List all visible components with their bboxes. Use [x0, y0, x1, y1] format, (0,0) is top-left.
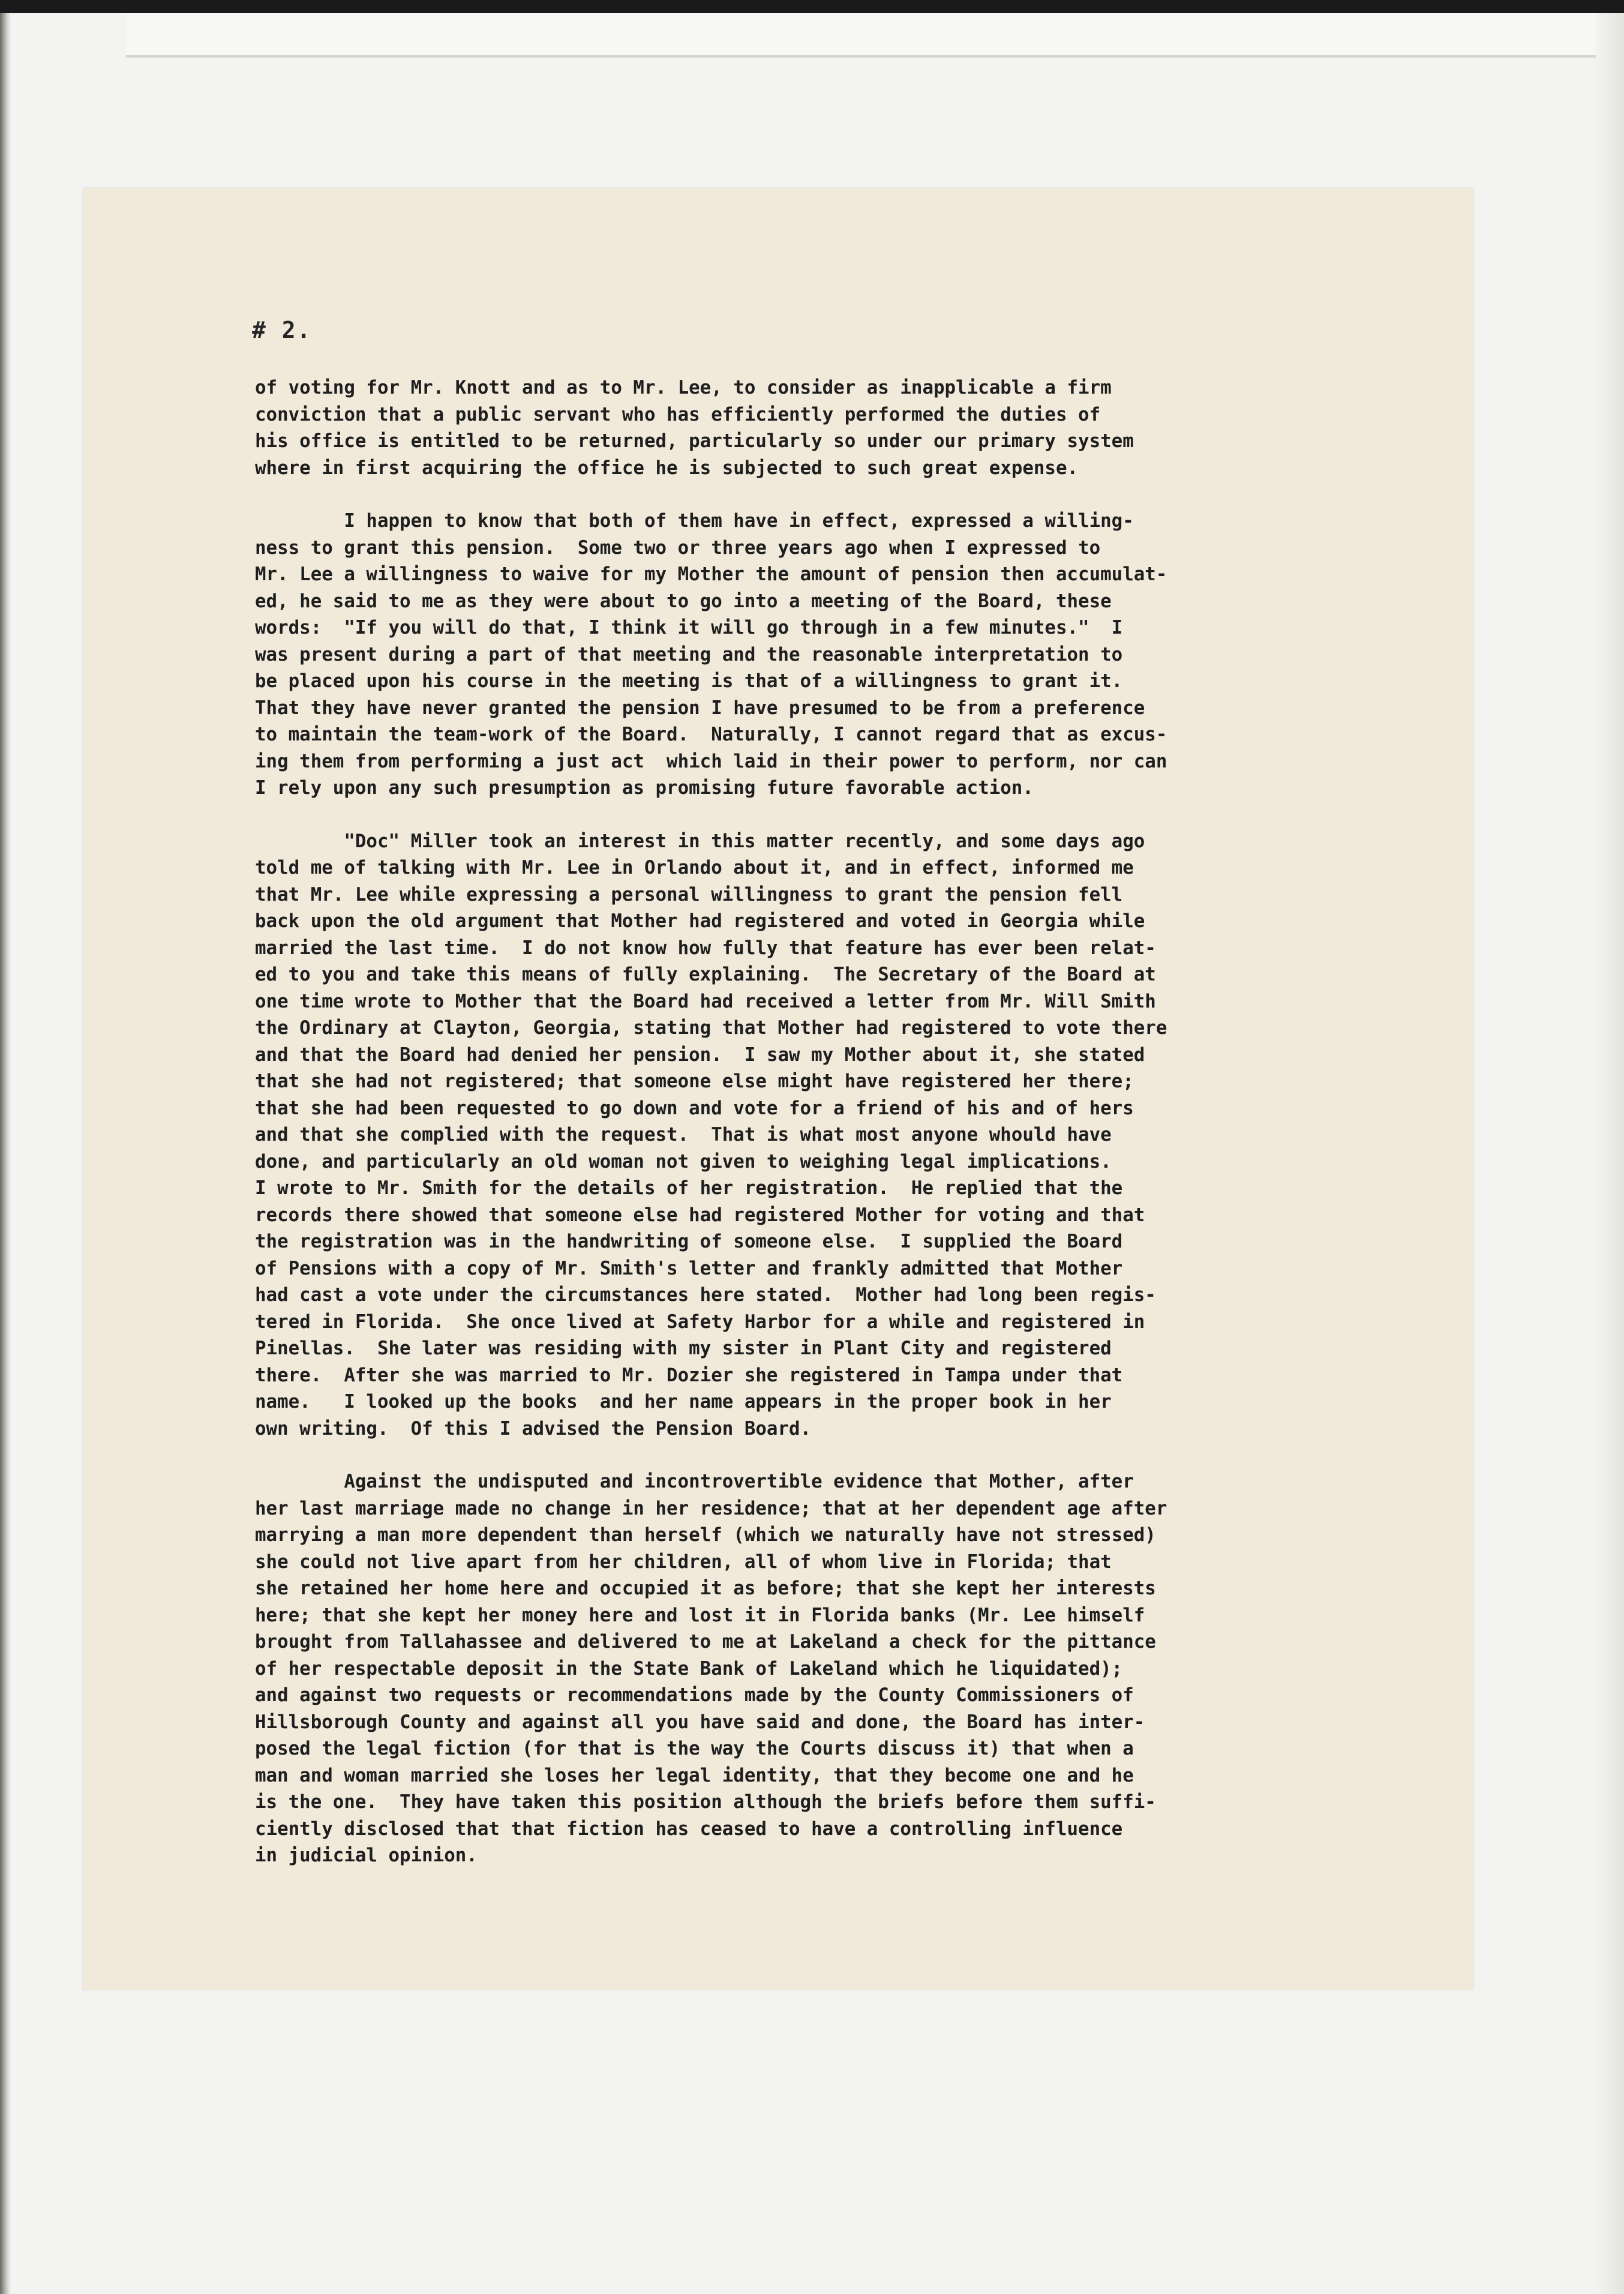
text-line: that Mr. Lee while expressing a personal willingness to grant the pension fell [255, 883, 1123, 905]
text-line: his office is entitled to be returned, particularly so under our primary system [255, 430, 1134, 452]
text-line: and that the Board had denied her pension. I saw my Mother about it, she stated [255, 1043, 1145, 1066]
text-line: that she had not registered; that someone else might have registered her there; [255, 1070, 1134, 1092]
text-line: tered in Florida. She once lived at Safety Harbor for a while and registered in [255, 1311, 1145, 1333]
text-line: of her respectable deposit in the State Bank of Lakeland which he liquidated); [255, 1657, 1123, 1680]
text-line: ing them from performing a just act which laid in their power to perform, nor can [255, 750, 1167, 772]
letter-body [255, 374, 1419, 1869]
text-line: posed the legal fiction (for that is the way the Courts discuss it) that when a [255, 1738, 1134, 1759]
text-line: done, and particularly an old woman not given to weighing legal implications. [255, 1150, 1112, 1173]
text-line: one time wrote to Mother that the Board had received a letter from Mr. Will Smith [255, 990, 1156, 1012]
text-line: had cast a vote under the circumstances here stated. Mother had long been regis- [255, 1284, 1156, 1306]
letter-paragraph [255, 828, 1419, 1443]
text-line: Mr. Lee a willingness to waive for my Mother the amount of pension then accumulat- [255, 563, 1167, 585]
text-line: back upon the old argument that Mother had registered and voted in Georgia while [255, 910, 1145, 932]
top-sheet-edge [126, 13, 1624, 58]
letter-paragraph [255, 374, 1419, 481]
text-line: and against two requests or recommendations made by the County Commissioners of [255, 1684, 1134, 1706]
text-line: told me of talking with Mr. Lee in Orlando about it, and in effect, informed me [255, 857, 1134, 878]
text-line: Against the undisputed and incontrovertible evidence that Mother, after [255, 1471, 1134, 1492]
text-line: conviction that a public servant who has efficiently performed the duties of [255, 403, 1101, 425]
text-line: of voting for Mr. Knott and as to Mr. Lee, to consider as inapplicable a firm [255, 377, 1112, 398]
text-line: in judicial opinion. [255, 1845, 478, 1866]
text-line: she retained her home here and occupied it as before; that she kept her interests [255, 1578, 1156, 1599]
text-line: Pinellas. She later was residing with my sister in Plant City and registered [255, 1338, 1112, 1359]
letter-paragraph [255, 1468, 1419, 1869]
text-line: brought from Tallahassee and delivered to me at Lakeland a check for the pittance [255, 1631, 1156, 1653]
text-line: ciently disclosed that that fiction has ceased to have a controlling influence [255, 1818, 1123, 1840]
text-line: that she had been requested to go down and vote for a friend of his and of hers [255, 1097, 1134, 1119]
text-line: of Pensions with a copy of Mr. Smith's letter and frankly admitted that Mother [255, 1257, 1123, 1279]
text-line: I happen to know that both of them have in effect, expressed a willing- [255, 510, 1134, 532]
text-line: her last marriage made no change in her residence; that at her dependent age after [255, 1497, 1167, 1519]
text-line: records there showed that someone else had registered Mother for voting and that [255, 1204, 1145, 1226]
scan-left-edge [0, 13, 11, 2294]
text-line: is the one. They have taken this position although the briefs before them suffi- [255, 1791, 1156, 1813]
text-line: she could not live apart from her children, all of whom live in Florida; that [255, 1551, 1112, 1573]
text-line: and that she complied with the request. That is what most anyone whould have [255, 1124, 1112, 1145]
text-line: "Doc" Miller took an interest in this matter recently, and some days ago [255, 830, 1145, 852]
text-line: name. I looked up the books and her name appears in the proper book in her [255, 1391, 1112, 1413]
text-line: married the last time. I do not know how fully that feature has ever been relat- [255, 937, 1156, 959]
text-line: to maintain the team-work of the Board. Naturally, I cannot regard that as excus- [255, 724, 1167, 745]
letter-paragraph [255, 508, 1419, 802]
text-line: the registration was in the handwriting of someone else. I supplied the Board [255, 1231, 1123, 1252]
text-line: here; that she kept her money here and lost it in Florida banks (Mr. Lee himself [255, 1604, 1145, 1626]
text-line: was present during a part of that meeting and the reasonable interpretation to [255, 643, 1123, 665]
text-line: the Ordinary at Clayton, Georgia, stating that Mother had registered to vote there [255, 1017, 1167, 1039]
text-line: I rely upon any such presumption as promising future favorable action. [255, 777, 1034, 799]
text-line: I wrote to Mr. Smith for the details of her registration. He replied that the [255, 1177, 1123, 1199]
scanner-top-border [0, 0, 1624, 13]
right-edge-shadow [1596, 13, 1624, 2294]
page-number: # 2. [252, 317, 312, 343]
text-line: marrying a man more dependent than herself (which we naturally have not stressed) [255, 1524, 1156, 1546]
text-line: ed, he said to me as they were about to go into a meeting of the Board, these [255, 590, 1112, 612]
text-line: words: "If you will do that, I think it will go through in a few minutes." I [255, 617, 1123, 638]
text-line: Hillsborough County and against all you have said and done, the Board has inter- [255, 1711, 1145, 1733]
text-line: be placed upon his course in the meeting is that of a willingness to grant it. [255, 670, 1123, 692]
text-line: man and woman married she loses her legal identity, that they become one and he [255, 1764, 1134, 1786]
text-line: ness to grant this pension. Some two or three years ago when I expressed to [255, 536, 1101, 559]
text-line: own writing. Of this I advised the Pension Board. [255, 1417, 812, 1440]
text-line: That they have never granted the pension I have presumed to be from a preference [255, 697, 1145, 719]
text-line: where in first acquiring the office he is subjected to such great expense. [255, 457, 1079, 479]
text-line: there. After she was married to Mr. Dozier she registered in Tampa under that [255, 1364, 1123, 1386]
text-line: ed to you and take this means of fully explaining. The Secretary of the Board at [255, 964, 1156, 985]
